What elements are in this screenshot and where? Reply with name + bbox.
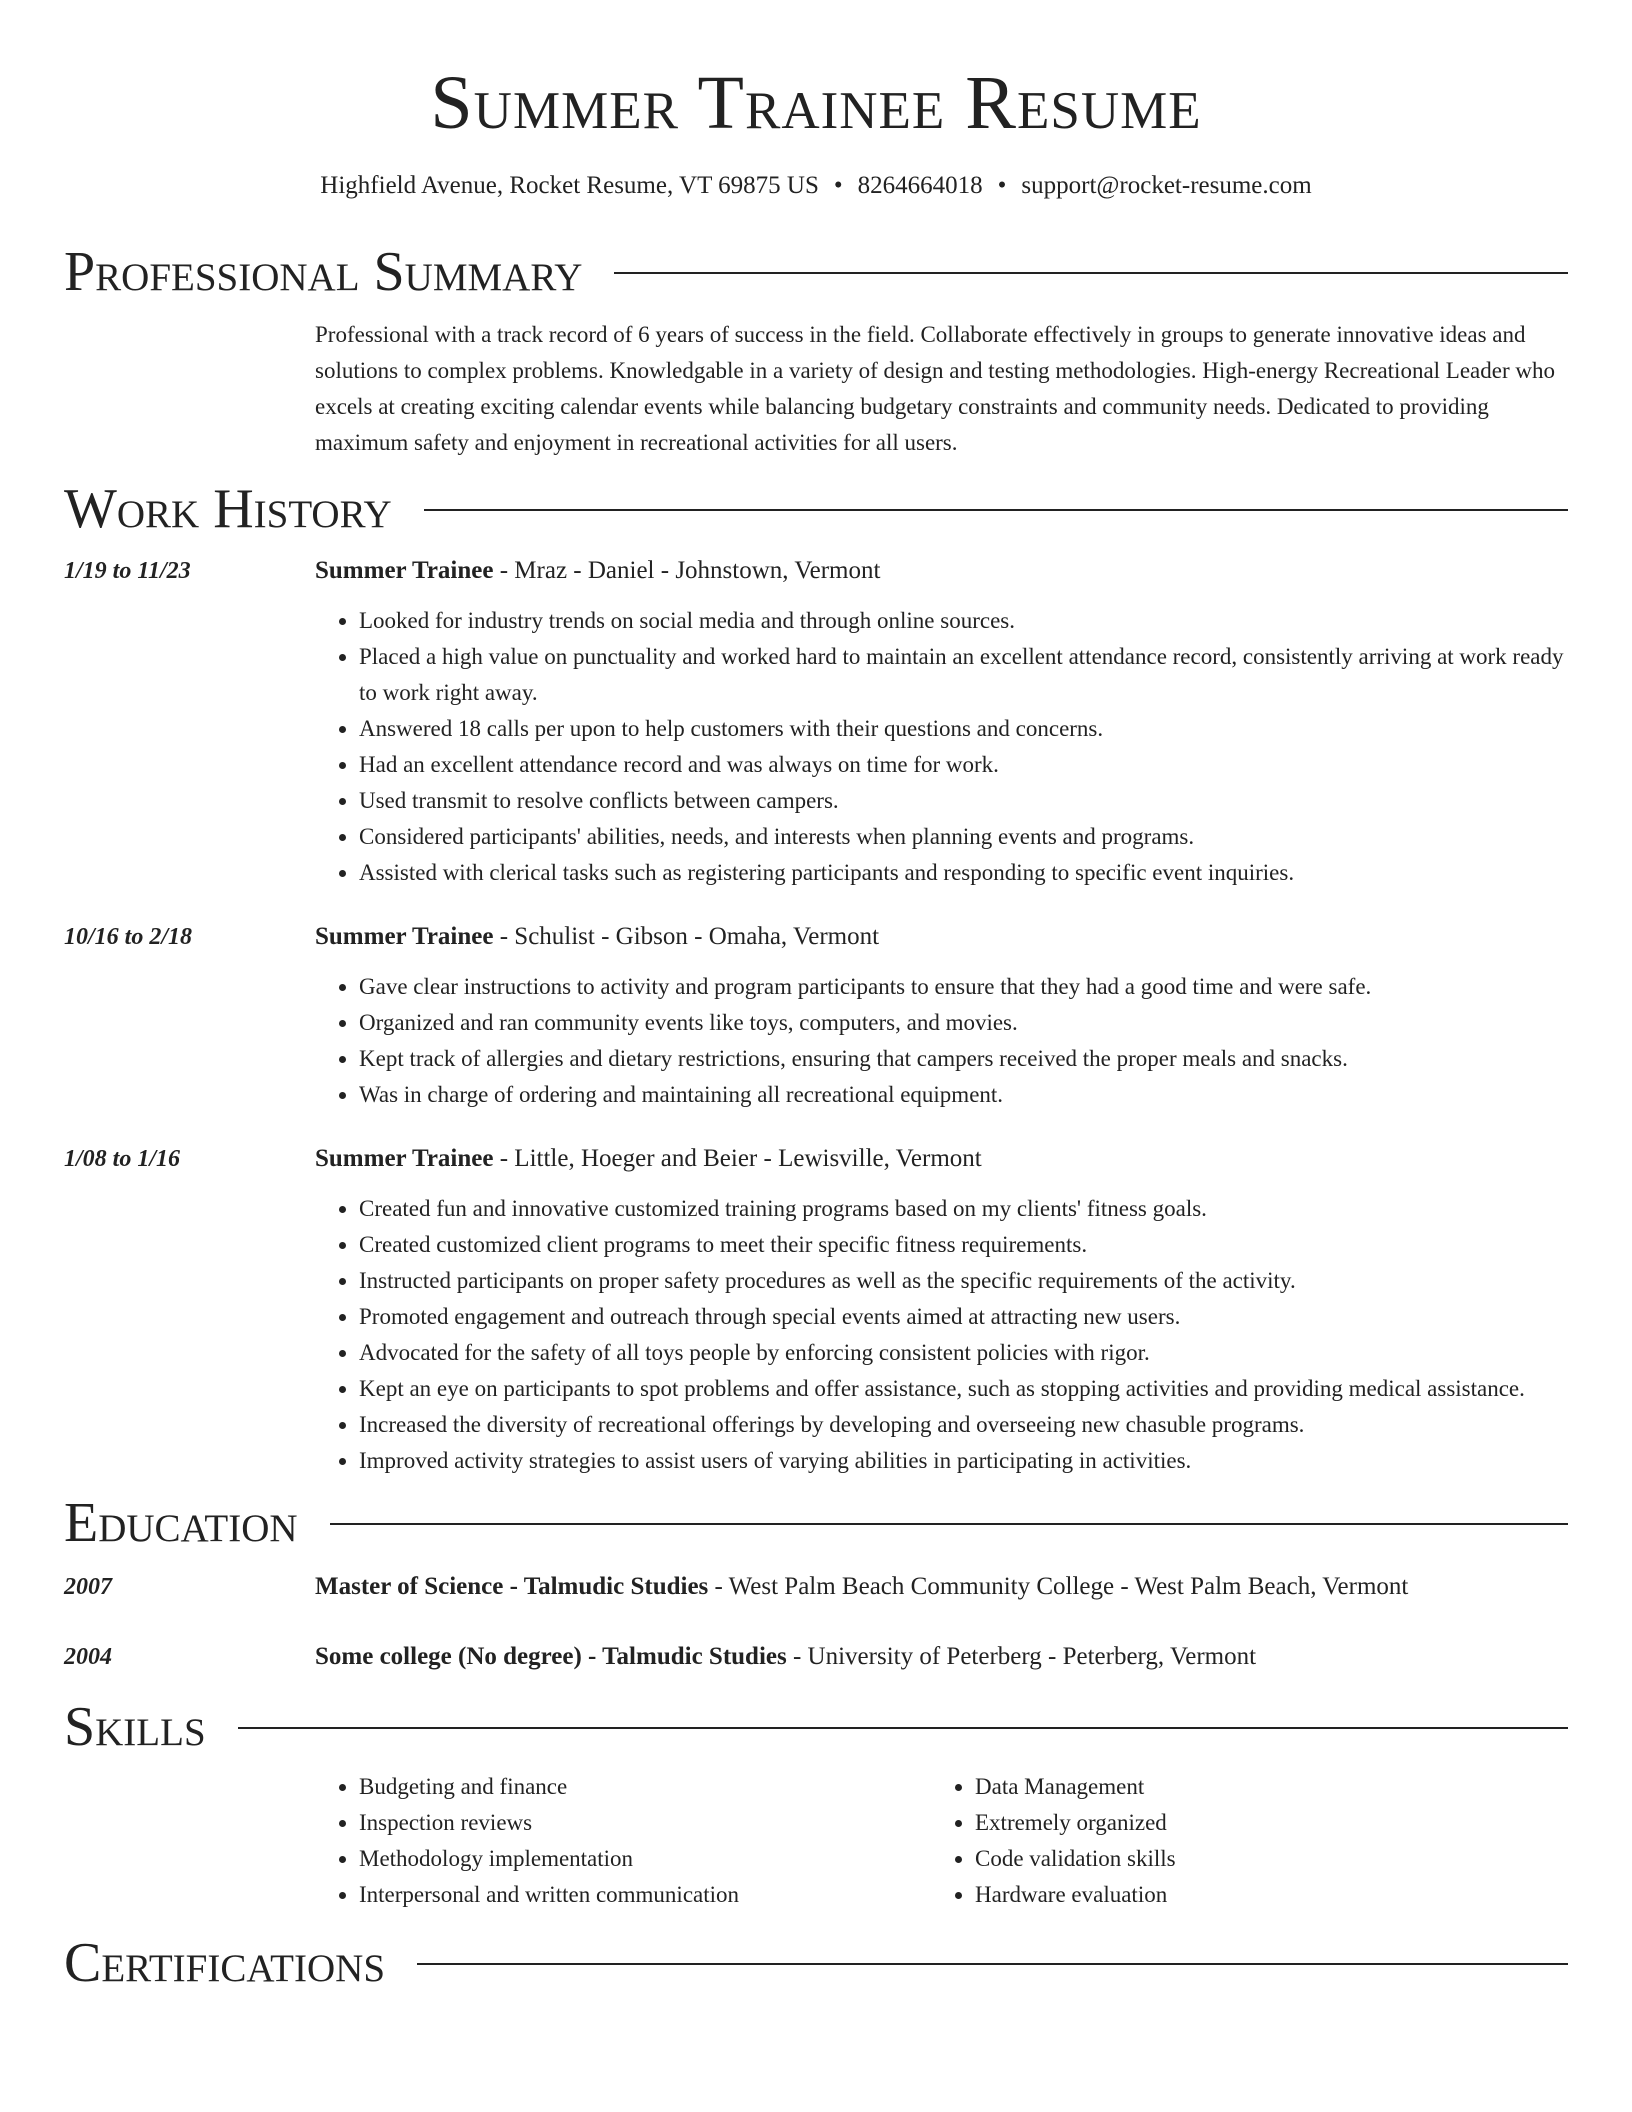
job-bullets [315,1191,1568,1479]
section-title: Skills [64,1696,206,1758]
section-header-summary [64,242,1568,302]
list-item: • Hardware evaluation [975,1877,1547,1913]
job-dates: 10/16 to 2/18 [64,924,193,950]
list-item: • Improved activity strategies to assist users of varying abilities in participating in activities. [359,1443,1568,1479]
contact-separator: • [997,172,1007,199]
education-body [315,1639,1256,1675]
summary-text: Professional with a track record of 6 years of success in the field. Collaborate effectively in groups to generate innovative ideas and solutions to complex problems. Knowledgable in a variety of design and testing methodologies. High-energy Recreational Leader who excels at creating exciting calendar events while balancing budgetary constraints and community needs. Dedicated to providing maximum safety and enjoyment in recreational activities for all users. [315,322,1555,455]
list-item: • Data Management [975,1769,1547,1805]
job-title: Summer Trainee [315,923,494,950]
education-year: 2004 [64,1644,112,1670]
resume-name: Summer Trainee Resume [430,61,1202,145]
job-body [315,913,1568,1113]
list-item: • Looked for industry trends on social media and through online sources. [359,603,1568,639]
job-title: Summer Trainee [315,557,494,584]
list-item: • Inspection reviews [359,1805,931,1841]
job-dates: 1/19 to 11/23 [64,558,191,584]
job-heading [315,547,1568,589]
job-heading [315,913,1568,955]
job-bullets [315,603,1568,891]
skills-list-left [315,1769,931,1913]
section-divider [417,1963,1568,1965]
job-entry [64,1135,1568,1479]
job-details: - Little, Hoeger and Beier - Lewisville, Vermont [493,1145,982,1172]
list-item: • Used transmit to resolve conflicts between campers. [359,783,1568,819]
section-divider [614,272,1568,274]
education-body [315,1569,1408,1605]
list-item: • Code validation skills [975,1841,1547,1877]
contact-separator: • [833,172,843,199]
job-title: Summer Trainee [315,1145,494,1172]
education-degree: Some college (No degree) - Talmudic Studies [315,1643,787,1670]
contact-email: support@rocket-resume.com [1021,172,1312,199]
list-item: • Methodology implementation [359,1841,931,1877]
list-item: • Organized and ran community events like toys, computers, and movies. [359,1005,1568,1041]
skills-list-right [931,1769,1547,1913]
job-dates: 1/08 to 1/16 [64,1146,181,1172]
section-header-work [64,479,1568,539]
list-item: • Assisted with clerical tasks such as registering participants and responding to specific event inquiries. [359,855,1568,891]
list-item: • Interpersonal and written communication [359,1877,931,1913]
section-title: Education [64,1492,298,1554]
list-item: • Instructed participants on proper safety procedures as well as the specific requirements of the activity. [359,1263,1568,1299]
job-details: - Mraz - Daniel - Johnstown, Vermont [493,557,881,584]
work-history-list [64,547,1568,1479]
resume-page [64,0,1568,1993]
education-entry [64,1569,1568,1605]
list-item: • Promoted engagement and outreach through special events aimed at attracting new users. [359,1299,1568,1335]
job-body [315,547,1568,891]
list-item: • Answered 18 calls per upon to help customers with their questions and concerns. [359,711,1568,747]
section-divider [330,1523,1568,1525]
list-item: • Kept an eye on participants to spot problems and offer assistance, such as stopping activities and providing medical assistance. [359,1371,1568,1407]
contact-address: Highfield Avenue, Rocket Resume, VT 69875 US [320,172,819,199]
skills-columns [315,1769,1568,1913]
section-title: Professional Summary [64,241,583,303]
section-divider [424,509,1568,511]
job-heading [315,1135,1568,1177]
list-item: • Kept track of allergies and dietary restrictions, ensuring that campers received the proper meals and snacks. [359,1041,1568,1077]
job-entry [64,913,1568,1113]
list-item: • Had an excellent attendance record and was always on time for work. [359,747,1568,783]
section-header-education [64,1493,1568,1553]
contact-phone: 8264664018 [857,172,983,199]
section-title: Certifications [64,1932,386,1994]
list-item: • Created fun and innovative customized training programs based on my clients' fitness goals. [359,1191,1568,1227]
section-header-certifications [64,1933,1568,1993]
section-header-skills [64,1697,1568,1757]
education-degree: Master of Science - Talmudic Studies [315,1573,709,1600]
job-bullets [315,969,1568,1113]
list-item: • Increased the diversity of recreational offerings by developing and overseeing new chasuble programs. [359,1407,1568,1443]
list-item: • Placed a high value on punctuality and worked hard to maintain an excellent attendance record, consistently arriving at work ready to work right away. [359,639,1568,711]
education-details: - University of Peterberg - Peterberg, Vermont [786,1643,1257,1670]
education-entry [64,1639,1568,1675]
job-entry [64,547,1568,891]
section-title: Work History [64,478,392,540]
list-item: • Created customized client programs to meet their specific fitness requirements. [359,1227,1568,1263]
list-item: • Was in charge of ordering and maintaining all recreational equipment. [359,1077,1568,1113]
list-item: • Advocated for the safety of all toys people by enforcing consistent policies with rigor. [359,1335,1568,1371]
contact-line [64,170,1568,202]
list-item: • Gave clear instructions to activity and program participants to ensure that they had a good time and were safe. [359,969,1568,1005]
education-details: - West Palm Beach Community College - West Palm Beach, Vermont [708,1573,1409,1600]
list-item: • Extremely organized [975,1805,1547,1841]
education-year: 2007 [64,1574,112,1600]
job-body [315,1135,1568,1479]
job-details: - Schulist - Gibson - Omaha, Vermont [493,923,880,950]
list-item: • Considered participants' abilities, needs, and interests when planning events and programs. [359,819,1568,855]
section-divider [238,1727,1568,1729]
list-item: • Budgeting and finance [359,1769,931,1805]
